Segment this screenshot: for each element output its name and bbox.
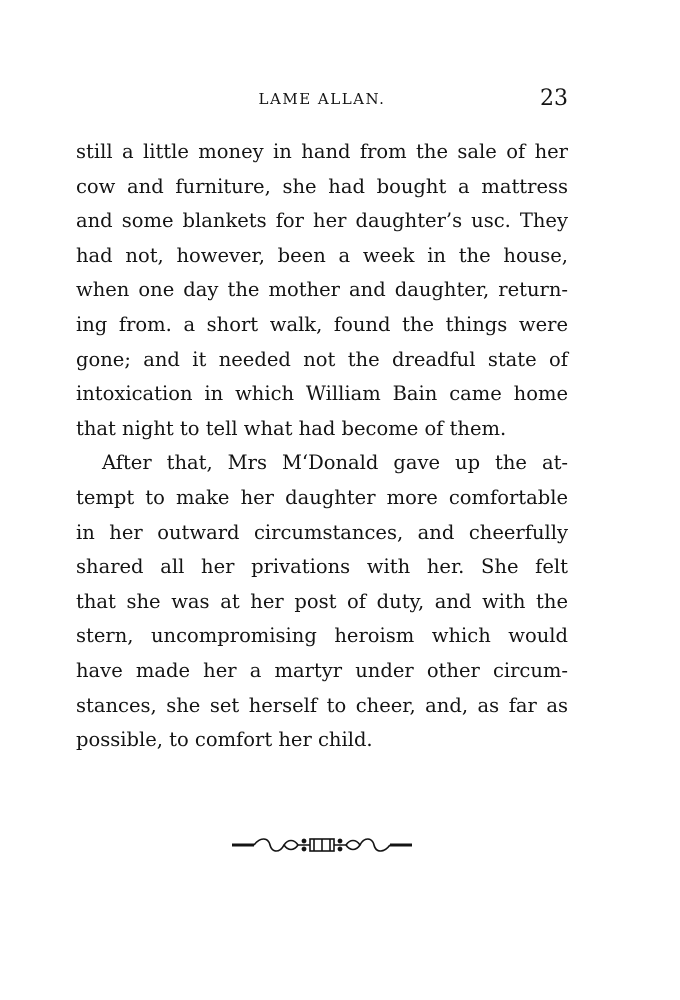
paragraph-1 (76, 135, 568, 446)
text-line: shared all her privations with her. She felt (76, 555, 568, 579)
text-line: and some blankets for her daughter’s usc. They (76, 209, 568, 233)
decorative-tailpiece-icon (232, 833, 412, 857)
text-line: intoxication in which William Bain came home (76, 382, 568, 406)
text-line: stern, uncompromising heroism which would (76, 624, 568, 648)
text-line: in her outward circumstances, and cheerfully (76, 520, 568, 544)
body-text (76, 135, 568, 758)
running-title: LAME ALLAN. (258, 90, 386, 108)
text-line: stances, she set herself to cheer, and, as far as (76, 693, 568, 717)
page-header (76, 86, 568, 114)
text-line: tempt to make her daughter more comfortable (76, 485, 568, 509)
text-line: After that, Mrs M‘Donald gave up the at- (102, 451, 568, 475)
text-line: had not, however, been a week in the house, (76, 243, 568, 267)
text-line: ing from. a short walk, found the things were (76, 312, 568, 336)
text-line: still a little money in hand from the sale of her (76, 140, 568, 163)
text-line: that night to tell what had become of them. (76, 416, 507, 440)
text-line: that she was at her post of duty, and with the (76, 589, 568, 613)
text-line: have made her a martyr under other circum- (76, 658, 568, 682)
text-line: possible, to comfort her child. (76, 728, 373, 752)
page-number: 23 (540, 86, 568, 111)
text-line: gone; and it needed not the dreadful state of (76, 347, 568, 371)
text-line: cow and furniture, she had bought a mattress (76, 174, 568, 198)
paragraph-2 (76, 446, 568, 757)
text-line: when one day the mother and daughter, return- (76, 278, 568, 302)
